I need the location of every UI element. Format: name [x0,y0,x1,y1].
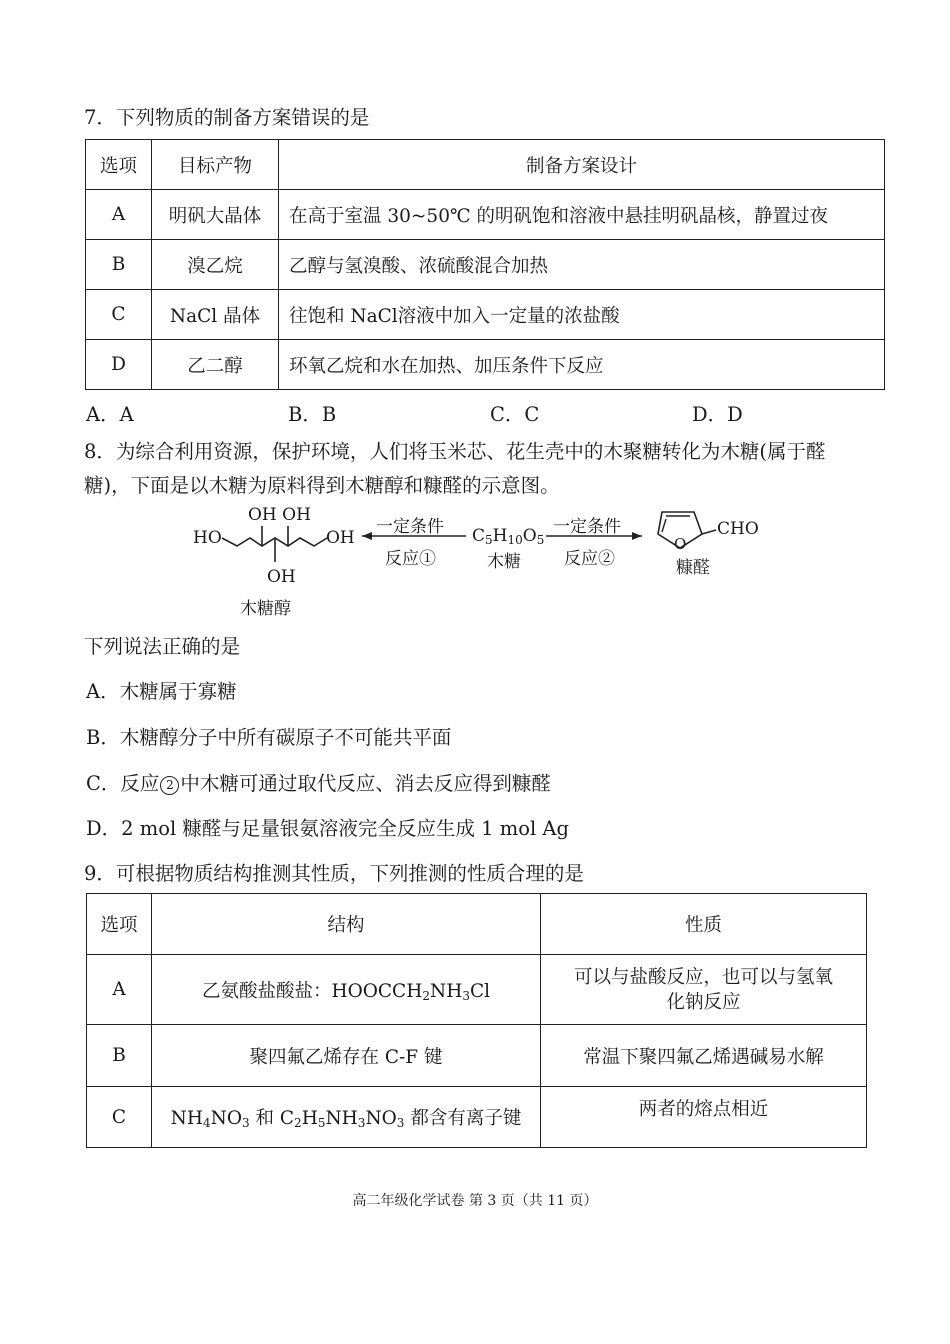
furfural-name: 糠醛 [676,558,710,578]
q9-cell-property: 常温下聚四氟乙烯遇碱易水解 [541,1025,867,1087]
table-row [87,894,867,955]
q7-cell-plan: 在高于室温 30~50℃ 的明矾饱和溶液中悬挂明矾晶核，静置过夜 [279,190,885,240]
table-row [86,190,885,240]
furan-ring-oxygen: O [674,535,687,553]
q7-cell-product: 乙二醇 [152,340,279,390]
q9-cell-opt: C [87,1087,152,1148]
arrow-reaction-1-head [362,532,372,540]
circled-number-2: 2 [160,776,179,795]
q9-stem: 9．可根据物质结构推测其性质，下列推测的性质合理的是 [84,862,584,885]
table-row [86,340,885,390]
page-footer: 高二年级化学试卷 第 3 页（共 11 页） [352,1193,598,1209]
arrow1-reaction-label: 反应① [385,549,436,569]
xylose-name: 木糖 [487,552,521,572]
q9-cell-opt: A [87,955,152,1025]
q9-header-property: 性质 [541,894,867,955]
q7-choice-d: D．D [692,403,743,426]
q7-cell-product: 明矾大晶体 [152,190,279,240]
xylitol-oh-bottom: OH [267,567,296,587]
q8-choice-c: C．反应 2 中木糖可通过取代反应、消去反应得到糠醛 [86,772,551,795]
arrow2-condition: 一定条件 [553,517,621,537]
xylose-formula: $C_5H_{10}O_5$ [472,526,545,547]
q7-cell-opt: C [86,290,152,340]
q9-cell-property: 可以与盐酸反应，也可以与氢氧 化钠反应 [541,955,867,1025]
q9-cell-structure: 聚四氟乙烯存在 C-F 键 [152,1025,541,1087]
reaction-scheme [0,500,950,620]
xylitol-ho-left: HO [193,528,222,548]
table-row [87,1087,867,1148]
q7-choice-a: A．A [86,403,134,426]
q7-header-option: 选项 [86,140,152,190]
table-row [86,240,885,290]
xylitol-oh-right: OH [326,528,355,548]
q7-cell-plan: 往饱和 NaCl溶液中加入一定量的浓盐酸 [279,290,885,340]
q7-cell-opt: A [86,190,152,240]
q8-choice-a: A．木糖属于寡糖 [86,680,237,703]
table-row [87,1025,867,1087]
q7-cell-opt: D [86,340,152,390]
q7-stem: 7．下列物质的制备方案错误的是 [84,106,370,129]
q8-stem-line1: 8．为综合利用资源，保护环境，人们将玉米芯、花生壳中的木聚糖转化为木糖(属于醛 [84,440,826,463]
q9-cell-opt: B [87,1025,152,1087]
q9-cell-structure: 乙氨酸盐酸盐：$HOOCCH_2NH_3Cl$ [152,955,541,1025]
q9-cell-property: 两者的熔点相近 [541,1087,867,1148]
q7-cell-plan: 乙醇与氢溴酸、浓硫酸混合加热 [279,240,885,290]
furan-cho-bond [702,530,716,534]
table-row [87,955,867,1025]
xylitol-oh-top: OH OH [248,505,311,525]
q9-header-structure: 结构 [152,894,541,955]
q9-header-option: 选项 [87,894,152,955]
q8-stem-line2: 糖)，下面是以木糖为原料得到木糖醇和糠醛的示意图。 [84,474,560,497]
arrow2-reaction-label: 反应② [564,549,615,569]
table-row [86,140,885,190]
q7-choice-c: C．C [490,403,540,426]
arrow1-condition: 一定条件 [376,517,444,537]
arrow-reaction-2-head [632,532,642,540]
q7-cell-product: 溴乙烷 [152,240,279,290]
q7-header-product: 目标产物 [152,140,279,190]
q7-cell-plan: 环氧乙烷和水在加热、加压条件下反应 [279,340,885,390]
q8-choice-d: D．2 mol 糠醛与足量银氨溶液完全反应生成 1 mol Ag [86,817,569,840]
furan-double-bond-2 [662,519,666,532]
q7-cell-product: NaCl 晶体 [152,290,279,340]
q9-table [86,893,867,1148]
table-row [86,290,885,340]
q8-prompt: 下列说法正确的是 [84,635,241,658]
q7-header-plan: 制备方案设计 [279,140,885,190]
q7-cell-opt: B [86,240,152,290]
q9-cell-structure: $NH_4NO_3$ 和 $C_2H_5NH_3NO_3$ 都含有离子键 [152,1087,541,1148]
furfural-cho: CHO [717,519,759,539]
xylitol-name: 木糖醇 [240,599,291,619]
q7-choice-b: B．B [288,403,337,426]
q8-choice-b: B．木糖醇分子中所有碳原子不可能共平面 [86,726,452,749]
q7-table [85,139,885,390]
